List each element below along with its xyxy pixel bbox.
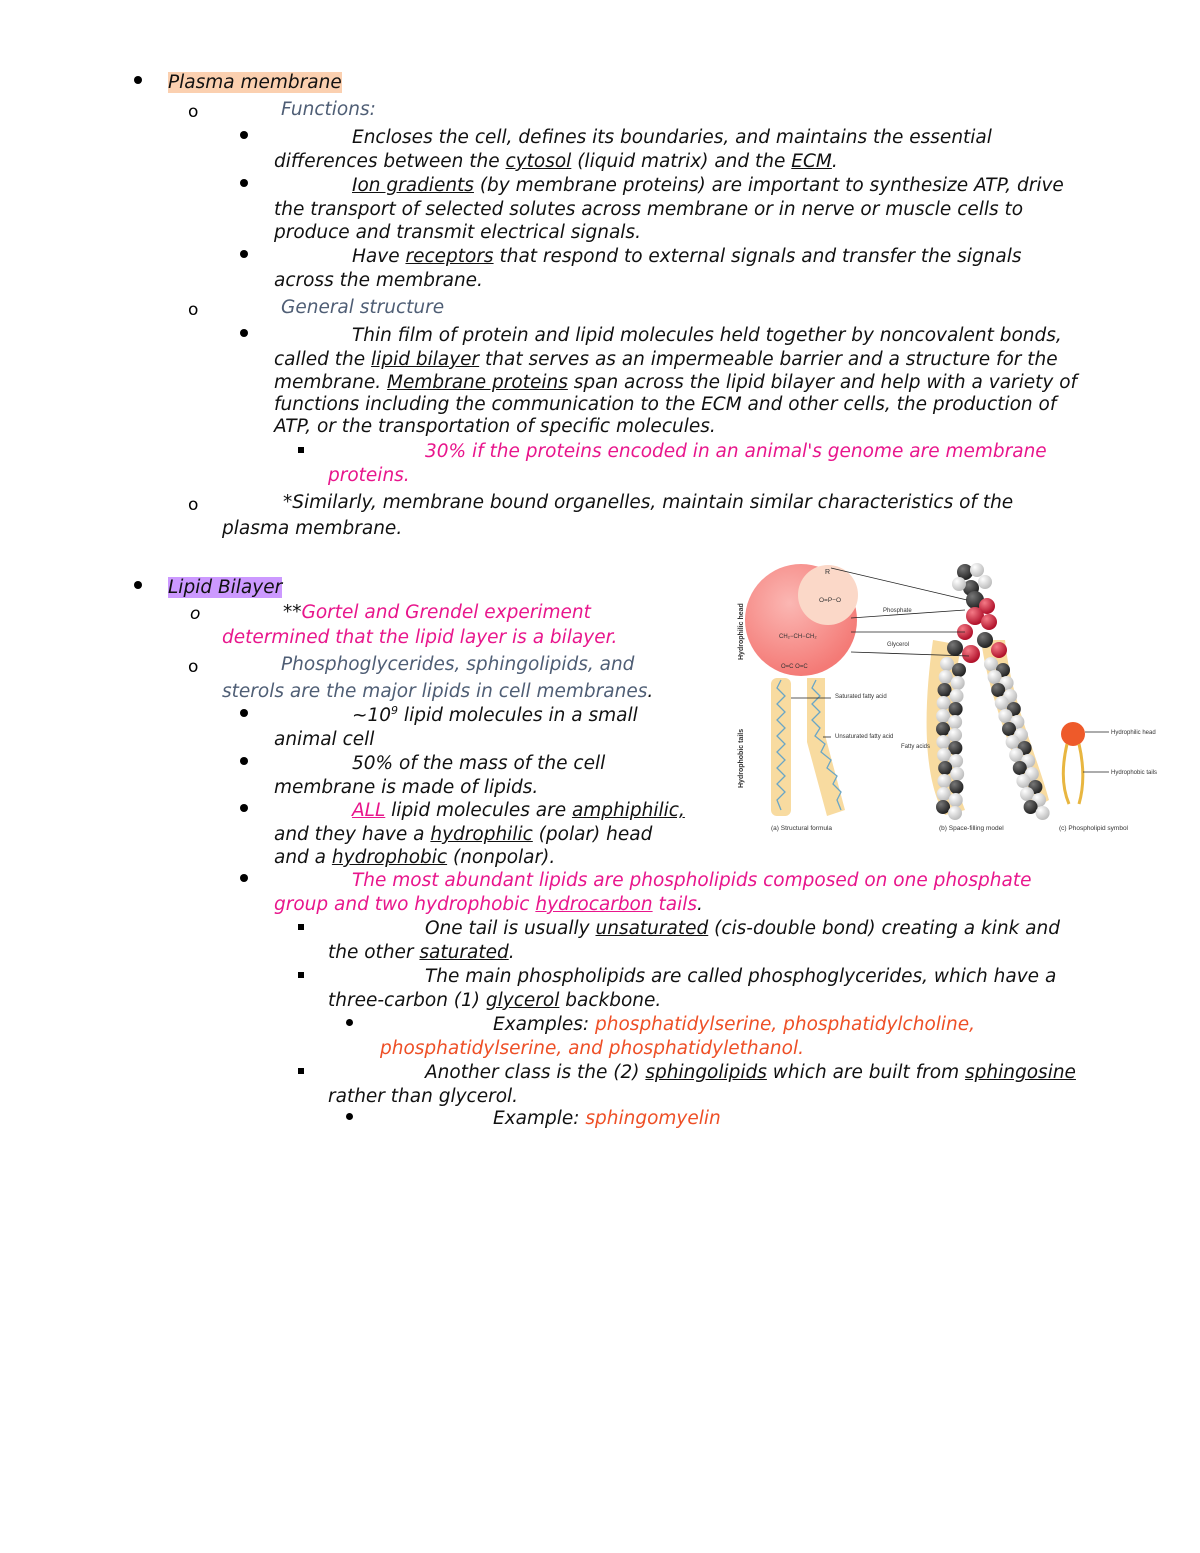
major-lipids-line-2: sterols are the major lipids in cell membranes. [222,681,654,702]
atom [1024,800,1038,814]
membrane-protein-stat-line-1: 30% if the proteins encoded in an animal's genome are membrane [425,441,1047,462]
atom [991,683,1005,697]
bullet [240,131,248,139]
tails-line-1: One tail is usually unsaturated (cis-double bond) creating a kink and [425,918,1060,939]
term-lipid-bilayer: lipid bilayer [371,349,480,370]
term-cytosol: cytosol [505,151,572,172]
symbol-head [1061,722,1085,746]
label-symbol-hydrophilic-head: Hydrophilic head [1111,730,1156,736]
sphingolipids-line-1: Another class is the (2) sphingolipids which are built from sphingosine [425,1062,1076,1083]
label-glycerol: Glycerol [887,642,910,648]
axis-label-hydrophilic-head: Hydrophilic head [738,603,745,660]
organelles-note-line-1: *Similarly, membrane bound organelles, maintain similar characteristics of the [283,492,1014,513]
function-2-line-3: produce and transmit electrical signals. [274,222,641,243]
caption-a: (a) Structural formula [771,825,833,832]
bullet-square [298,1068,304,1074]
label-unsaturated: Unsaturated fatty acid [835,734,894,740]
atom [1036,806,1050,820]
examples-line-1: Examples: phosphatidylserine, phosphatidylcholine, [493,1014,976,1035]
bullet-hollow: o [188,495,199,515]
bullet [134,76,142,84]
atom [998,709,1012,723]
caption-c: (c) Phospholipid symbol [1059,825,1129,832]
svg-text:O=P−O: O=P−O [819,597,842,604]
atom [939,670,953,684]
structure-line-5: ATP, or the transportation of specific molecules. [274,416,716,437]
atom [1020,787,1034,801]
term-amphiphilic: amphiphilic, [571,800,685,821]
atom [936,800,950,814]
bullet-hollow: o [188,102,199,122]
term-receptors: receptors [405,246,494,267]
atom [937,774,951,788]
atom [952,663,966,677]
organelles-note-line-2: plasma membrane. [222,518,403,539]
atom [950,767,964,781]
atom [949,702,963,716]
structure-line-3: membrane. Membrane proteins span across the lipid bilayer and help with a variety of [274,372,1078,393]
atom [940,657,954,671]
atom [1009,748,1023,762]
svg-text:R: R [825,569,831,576]
lipid-mass-line-2: membrane is made of lipids. [274,777,539,798]
term-unsaturated: unsaturated [595,918,709,939]
structure-line-1: Thin film of protein and lipid molecules held together by noncovalent bonds, [352,325,1062,346]
term-hydrocarbon: hydrocarbon [535,894,653,915]
phospholipid-figure [733,560,1158,838]
space-filling-atoms [947,563,1007,663]
term-sphingosine: sphingosine [965,1062,1076,1083]
symbol-tail-right [1079,744,1083,804]
functions-label: Functions: [281,99,376,120]
atom [948,715,962,729]
lipid-count-line-1: $\sim 10^9$ lipid molecules in a small [352,703,638,726]
atom [948,806,962,820]
atom [937,787,951,801]
atom [950,689,964,703]
axis-label-hydrophobic-tails: Hydrophobic tails [738,728,745,788]
bullet-hollow: o [188,300,199,320]
chain-1-atoms [936,657,966,820]
label-saturated: Saturated fatty acid [835,694,887,700]
atom [936,722,950,736]
bullet-square [298,447,304,453]
atom [984,657,998,671]
section-heading-plasma-membrane: Plasma membrane [168,72,342,93]
bullet [240,329,248,337]
term-ion-gradients: Ion gradients [352,175,474,196]
bullet [346,1113,353,1120]
atom [1016,774,1030,788]
label-symbol-hydrophobic-tails: Hydrophobic tails [1111,770,1158,776]
atom [995,696,1009,710]
major-lipids-line-1: Phosphoglycerides, sphingolipids, and [281,654,635,675]
label-fatty-acids: Fatty acids [901,744,931,750]
bullet [240,709,248,717]
membrane-protein-stat-line-2: proteins. [328,465,410,486]
atom [936,735,950,749]
phospholipids-line-1: The most abundant lipids are phospholipids composed on one phosphate [352,870,1032,891]
atom [949,793,963,807]
term-sphingolipids: sphingolipids [645,1062,767,1083]
label-phosphate: Phosphate [883,608,912,614]
structure-line-4: functions including the communication to the ECM and other cells, the production of [274,394,1057,415]
svg-text:O=C O=C: O=C O=C [781,664,808,670]
function-2-line-1: Ion gradients (by membrane proteins) are important to synthesize ATP, drive [352,175,1064,196]
bullet [240,250,248,258]
atom [988,670,1002,684]
structure-line-2: called the lipid bilayer that serves as an impermeable barrier and a structure for the [274,349,1058,370]
chain-2-atoms [984,657,1050,820]
amphiphilic-line-3: and a hydrophobic (nonpolar). [274,847,556,868]
bullet [240,757,248,765]
tails-line-2: the other saturated. [328,942,515,963]
term-saturated: saturated [419,942,509,963]
caption-b: (b) Space-filling model [939,825,1004,832]
symbol-tail-left [1063,744,1069,804]
bullet-square [298,924,304,930]
bullet [346,1019,353,1026]
term-ecm: ECM [791,151,832,172]
phosphoglycerides-line-2: three-carbon (1) glycerol backbone. [328,990,662,1011]
atom [938,683,952,697]
section-heading-lipid-bilayer: Lipid Bilayer [168,577,283,598]
term-membrane-proteins: Membrane proteins [386,372,568,393]
term-glycerol: glycerol [485,990,560,1011]
atom [938,761,952,775]
atom [937,696,951,710]
function-3-line-2: across the membrane. [274,270,483,291]
atom [948,728,962,742]
bullet-square [298,972,304,978]
bullet-hollow: o [190,604,201,624]
function-3-line-1: Have receptors that respond to external signals and transfer the signals [352,246,1022,267]
phosphoglycerides-line-1: The main phospholipids are called phosphoglycerides, which have a [425,966,1057,987]
atom [949,780,963,794]
function-1-line-2: differences between the cytosol (liquid matrix) and the ECM. [274,151,838,172]
lipid-mass-line-1: 50% of the mass of the cell [352,753,606,774]
atom [1002,722,1016,736]
function-2-line-2: the transport of selected solutes across membrane or in nerve or muscle cells to [274,199,1024,220]
atom [937,748,951,762]
atom [1013,761,1027,775]
amphiphilic-line-2: and they have a hydrophilic (polar) head [274,824,653,845]
phospholipids-line-2: group and two hydrophobic hydrocarbon tails. [274,894,703,915]
bullet [134,581,142,589]
function-1-line-1: Encloses the cell, defines its boundaries, and maintains the essential [352,127,992,148]
atom [1006,735,1020,749]
atom [951,676,965,690]
examples-line-2: phosphatidylserine, and phosphatidylethanol. [380,1038,804,1059]
gortel-line-1: **Gortel and Grendel experiment [283,602,591,623]
gortel-line-2: determined that the lipid layer is a bilayer. [222,627,618,648]
lipid-count-line-2: animal cell [274,729,375,750]
svg-text:CH₂−CH−CH₂: CH₂−CH−CH₂ [779,634,817,640]
example-sphingomyelin: Example: sphingomyelin [493,1108,721,1129]
term-hydrophobic: hydrophobic [331,847,448,868]
bullet [240,179,248,187]
general-structure-label: General structure [281,297,445,318]
bullet [240,874,248,882]
bullet-hollow: o [188,657,199,677]
atom [936,709,950,723]
amphiphilic-line-1: ALL lipid molecules are amphiphilic, [352,800,685,821]
sphingolipids-line-2: rather than glycerol. [328,1086,519,1107]
term-hydrophilic: hydrophilic [430,824,533,845]
bullet [240,804,248,812]
